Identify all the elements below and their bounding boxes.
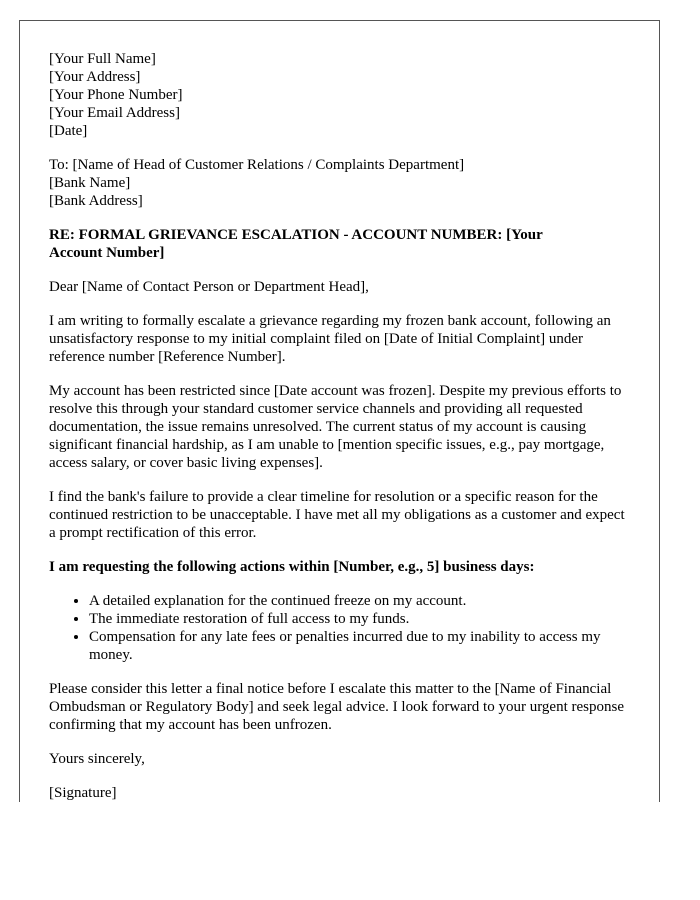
- letter-date: [Date]: [49, 123, 88, 139]
- recipient-bank-name: [Bank Name]: [49, 175, 131, 191]
- sender-block: [49, 50, 630, 140]
- closing-paragraph: Please consider this letter a final notice before I escalate this matter to the [Name of Financial Ombudsman or Regulatory Body] and seek legal advice. I look forward to your urgent response confirming that my account has been unfrozen.: [49, 681, 624, 733]
- sender-name: [Your Full Name]: [49, 51, 156, 67]
- recipient-block: [49, 156, 630, 210]
- sender-address: [Your Address]: [49, 69, 141, 85]
- subject-line: [49, 226, 630, 262]
- salutation: Dear [Name of Contact Person or Department Head],: [49, 279, 369, 295]
- sign-off: Yours sincerely,: [49, 751, 145, 767]
- signature: [Signature]: [49, 785, 117, 801]
- list-item: • A detailed explanation for the continued freeze on my account.: [89, 592, 630, 610]
- request-heading: I am requesting the following actions within [Number, e.g., 5] business days:: [49, 559, 535, 575]
- letter-page: [19, 20, 660, 802]
- list-item: • Compensation for any late fees or penalties incurred due to my inability to access my money.: [89, 628, 630, 664]
- recipient-to: To: [Name of Head of Customer Relations / Complaints Department]: [49, 157, 465, 173]
- subject-line-1: RE: FORMAL GRIEVANCE ESCALATION - ACCOUNT NUMBER: [Your: [49, 227, 543, 243]
- subject-line-2: Account Number]: [49, 245, 165, 261]
- list-item: • The immediate restoration of full access to my funds.: [89, 610, 630, 628]
- body-paragraph-3: I find the bank's failure to provide a clear timeline for resolution or a specific reason for the continued restriction to be unacceptable. I have met all my obligations as a customer and expect a prompt rectification of this error.: [49, 489, 625, 541]
- request-list: [49, 592, 630, 664]
- body-paragraph-2: My account has been restricted since [Date account was frozen]. Despite my previous efforts to resolve this through your standard customer service channels and providing all requested documentation, the issue remains unresolved. The current status of my account is causing significant financial hardship, as I am unable to [mention specific issues, e.g., pay mortgage, access salary, or cover basic living expenses].: [49, 383, 622, 471]
- sender-email: [Your Email Address]: [49, 105, 180, 121]
- recipient-bank-address: [Bank Address]: [49, 193, 143, 209]
- sender-phone: [Your Phone Number]: [49, 87, 183, 103]
- body-paragraph-1: I am writing to formally escalate a grievance regarding my frozen bank account, following an unsatisfactory response to my initial complaint filed on [Date of Initial Complaint] under reference number [Reference Number].: [49, 313, 611, 365]
